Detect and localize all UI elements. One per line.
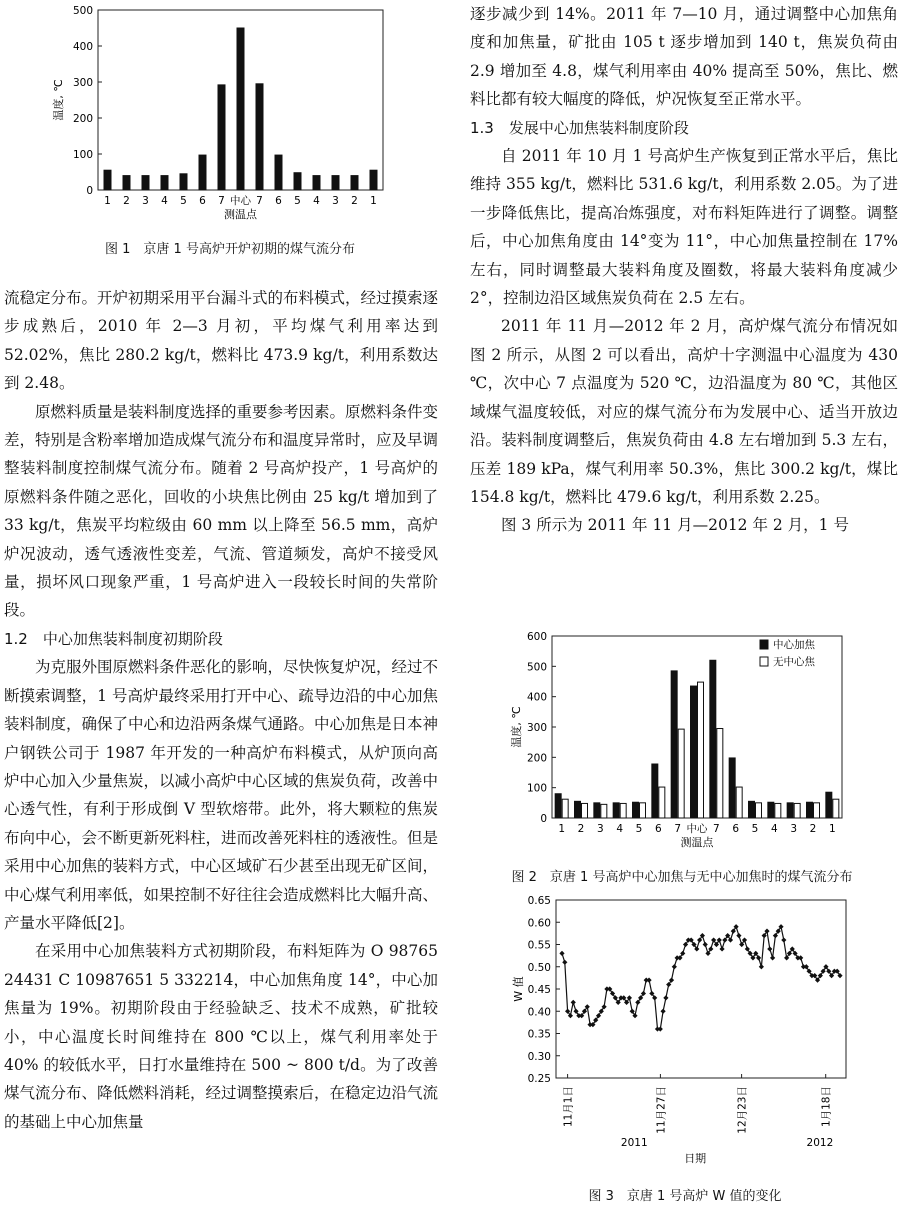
bar	[104, 170, 111, 190]
y-tick-label: 400	[72, 41, 93, 53]
bar	[710, 660, 716, 818]
bar	[256, 84, 263, 190]
data-point	[736, 933, 741, 938]
bar	[691, 686, 697, 818]
y-tick-label: 300	[72, 77, 93, 89]
x-axis-label: 测温点	[680, 836, 714, 849]
y-axis-label: 温度, ℃	[510, 706, 523, 748]
bar	[749, 801, 755, 818]
section-heading: 1.2 中心加焦装料制度初期阶段	[4, 629, 223, 648]
x-tick-label: 6	[199, 195, 206, 207]
paragraph: 为克服外围原燃料条件恶化的影响，尽快恢复炉况，经过不断摸索调整，1 号高炉最终采用打开中心、疏导边沿的中心加焦装料制度，确保了中心和边沿两条煤气通路。中心加焦是日本神户钢铁公司于 1987 年开发的一种高炉布料模式，从炉顶向高炉中心加入少量焦炭，以减小高炉中心区域的焦炭负荷，改善中心透气性，有利于形成倒 V 型软熔带。此外，将大颗粒的焦炭布向中心，会不断更新死料柱，进而改善死料柱的透液性。但是采用中心加焦的装料方式，中心区域矿石少甚至出现无矿区间，中心煤气利用率低，如果控制不好往往会造成燃料比大幅升高、产量水平降低[2]。	[4, 658, 439, 932]
x-tick-label: 7	[674, 823, 682, 835]
paragraph: 2011 年 11 月—2012 年 2 月，高炉煤气流分布情况如图 2 所示，从图 2 可以看出，高炉十字测温中心温度为 430 ℃，次中心 7 点温度为 520 ℃，边沿温度为 80 ℃，其他区域煤气温度较低，对应的煤气流分布为发展中心、适当开放边沿。装料制度调整后，焦炭负荷由 4.8 左右增加到 5.3 左右，压差 189 kPa，煤气利用率 50.3%，焦比 300.2 kg/t，煤比 154.8 kg/t，燃料比 479.6 kg/t，利用系数 2.25。	[470, 317, 898, 506]
data-point	[767, 946, 772, 951]
y-tick-label: 500	[526, 661, 547, 674]
figure-3-chart	[508, 890, 868, 1180]
y-tick-label: 0.50	[527, 961, 551, 974]
year-label: 2012	[806, 1137, 834, 1149]
bar	[633, 802, 639, 818]
bar	[275, 155, 282, 190]
bar	[555, 794, 561, 818]
x-tick-label: 6	[275, 195, 282, 207]
bar	[161, 176, 168, 190]
y-tick-label: 0.60	[527, 917, 551, 930]
x-tick-label: 11月27日	[655, 1086, 668, 1134]
bar	[652, 764, 658, 818]
bar	[313, 176, 320, 190]
data-point	[571, 1000, 576, 1005]
data-point	[756, 955, 761, 960]
bar	[237, 28, 244, 190]
bar	[768, 802, 774, 818]
data-point	[646, 978, 651, 983]
bar	[814, 803, 820, 818]
y-axis-label: 温度, ℃	[52, 79, 65, 121]
series-line	[562, 927, 840, 1029]
year-label: 2011	[620, 1137, 648, 1149]
y-tick-label: 0.45	[527, 984, 551, 996]
y-tick-label: 100	[72, 149, 93, 161]
y-tick-label: 0.35	[527, 1028, 551, 1041]
x-tick-label: 12月23日	[736, 1086, 749, 1134]
paragraph: 自 2011 年 10 月 1 号高炉生产恢复到正常水平后，焦比维持 355 kg/t，燃料比 531.6 kg/t，利用系数 2.05。为了进一步降低焦比，提高冶炼强度，对布料矩阵进行了调整。调整后，中心加焦角度由 14°变为 11°，中心加焦量控制在 17% 左右，同时调整最大装料角度及圈数，将最大装料角度减少 2°，控制边沿区域焦炭负荷在 2.5 左右。	[470, 147, 898, 308]
legend-label: 中心加焦	[773, 639, 815, 651]
x-tick-label: 1	[370, 195, 377, 207]
bar	[582, 803, 588, 818]
data-point	[770, 955, 775, 960]
paragraph: 流稳定分布。开炉初期采用平台漏斗式的布料模式，经过摸索逐步成熟后，2010 年 2—3 月初，平均煤气利用率达到 52.02%，焦比 280.2 kg/t，燃料比 473.9 kg/t，利用系数达到 2.48。	[4, 289, 439, 393]
data-point	[798, 955, 803, 960]
bar	[640, 803, 646, 818]
bar	[833, 799, 839, 818]
y-tick-label: 400	[526, 691, 547, 704]
bar	[729, 758, 735, 818]
bar	[294, 173, 301, 190]
x-tick-label: 3	[596, 823, 604, 835]
x-tick-label: 4	[770, 823, 778, 835]
y-tick-label: 0.55	[527, 939, 551, 952]
bar	[613, 803, 619, 818]
data-point	[781, 937, 786, 942]
figure-2-chart	[510, 628, 860, 860]
x-tick-label: 1月18日	[820, 1086, 833, 1128]
bar	[601, 804, 607, 818]
y-axis-label: W 值	[512, 976, 525, 1002]
y-tick-label: 100	[526, 782, 547, 795]
x-tick-label: 11月1日	[562, 1086, 575, 1128]
paragraph: 图 3 所示为 2011 年 11 月—2012 年 2 月，1 号	[501, 516, 849, 535]
y-tick-label: 0	[86, 185, 93, 197]
bar	[775, 803, 781, 818]
bar	[199, 155, 206, 190]
plot-frame	[556, 900, 846, 1078]
legend-label: 无中心焦	[773, 656, 815, 668]
x-tick-label: 6	[654, 823, 662, 835]
data-point	[672, 964, 677, 969]
y-tick-label: 200	[72, 113, 93, 125]
bar	[218, 85, 225, 190]
x-tick-label: 3	[332, 195, 339, 207]
x-tick-label: 5	[635, 823, 643, 835]
bar	[620, 803, 626, 818]
x-tick-label: 3	[790, 823, 798, 835]
bar	[826, 792, 832, 818]
data-point	[759, 964, 764, 969]
bar	[142, 176, 149, 190]
data-point	[660, 1009, 665, 1014]
data-point	[663, 995, 668, 1000]
x-tick-label: 5	[180, 195, 187, 207]
figure-2-caption: 图 2 京唐 1 号高炉中心加焦与无中心加焦时的煤气流分布	[511, 870, 853, 885]
bar	[123, 176, 130, 190]
x-tick-label: 5	[294, 195, 301, 207]
paragraph: 在采用中心加焦装料方式初期阶段，布料矩阵为 O 98765 24431 C 10987651 5 332214，中心加焦角度 14°，中心加焦量为 19%。初期阶段由于经验缺乏、技术不成熟，矿批较小，中心温度长时间维持在 800 ℃以上，煤气利用率处于 40% 的较低水平，日打水量维持在 500 ~ 800 t/d。为了改善煤气流分布、降低燃料消耗，经过调整摸索后，在稳定边沿气流的基础上中心加焦量	[4, 942, 439, 1131]
figure-3-caption: 图 3 京唐 1 号高炉 W 值的变化	[588, 1189, 782, 1204]
x-tick-label: 1	[104, 195, 111, 207]
x-tick-label: 2	[577, 823, 585, 835]
bar	[717, 729, 723, 818]
left-column	[4, 284, 438, 1136]
paragraph: 逐步减少到 14%。2011 年 7—10 月，通过调整中心加焦角度和加焦量，矿批由 105 t 逐步增加到 140 t，焦炭负荷由 2.9 增加至 4.8，煤气利用率由 40% 提高至 50%，焦比、燃料比都有较大幅度的降低，炉况恢复至正常水平。	[470, 5, 898, 109]
x-tick-label: 4	[161, 195, 168, 207]
x-tick-label: 5	[751, 823, 759, 835]
figure-2	[510, 628, 860, 858]
figure-1-caption: 图 1 京唐 1 号高炉开炉初期的煤气流分布	[105, 242, 355, 257]
x-tick-label: 6	[732, 823, 740, 835]
x-axis-label: 测温点	[224, 208, 257, 221]
data-point	[703, 942, 708, 947]
data-point	[812, 973, 817, 978]
y-tick-label: 0.25	[527, 1073, 551, 1085]
x-tick-label: 2	[809, 823, 817, 835]
figure-1	[50, 0, 390, 240]
y-tick-label: 0.65	[527, 895, 551, 907]
x-tick-label: 4	[616, 823, 624, 835]
data-point	[562, 960, 567, 965]
x-tick-label: 7	[712, 823, 720, 835]
x-tick-label: 1	[828, 823, 836, 835]
data-point	[677, 955, 682, 960]
data-point	[658, 1026, 663, 1031]
data-point	[607, 986, 612, 991]
data-point	[705, 951, 710, 956]
bar	[794, 803, 800, 818]
bar	[678, 729, 684, 818]
x-tick-label: 4	[313, 195, 320, 207]
y-tick-label: 600	[526, 631, 547, 643]
bar	[736, 787, 742, 818]
x-tick-label: 2	[123, 195, 130, 207]
bar	[787, 803, 793, 818]
paragraph: 原燃料质量是装料制度选择的重要参考因素。原燃料条件变差，特别是含粉率增加造成煤气流分布和温度异常时，应及早调整装料制度控制煤气流分布。随着 2 号高炉投产，1 号高炉的原燃料条件随之恶化，回收的小块焦比例由 25 kg/t 增加到了 33 kg/t，焦炭平均粒级由 60 mm 以上降至 56.5 mm，高炉炉况波动，透气透液性变差，气流、管道频发，高炉不接受风量，损坏风口现象严重，1 号高炉进入一段较长时间的失常阶段。	[4, 402, 439, 620]
x-tick-label: 7	[256, 195, 263, 207]
bar	[659, 787, 665, 818]
bar	[698, 682, 704, 818]
bar	[370, 170, 377, 190]
bar	[671, 671, 677, 818]
bar	[562, 799, 568, 818]
bar	[575, 801, 581, 818]
x-tick-label: 3	[142, 195, 149, 207]
x-tick-label: 7	[218, 195, 225, 207]
bar	[756, 803, 762, 818]
figure-3	[508, 890, 868, 1180]
legend-swatch	[760, 657, 768, 666]
data-point	[719, 946, 724, 951]
section-heading: 1.3 发展中心加焦装料制度阶段	[470, 118, 689, 137]
y-tick-label: 500	[72, 5, 93, 17]
y-tick-label: 0	[540, 813, 547, 825]
bar	[594, 803, 600, 818]
bar	[332, 176, 339, 190]
data-point	[559, 951, 564, 956]
y-tick-label: 200	[526, 752, 547, 765]
bar	[807, 802, 813, 818]
bar	[351, 176, 358, 190]
bar	[180, 174, 187, 190]
x-tick-label: 1	[558, 823, 566, 835]
y-tick-label: 300	[526, 722, 547, 734]
y-tick-label: 0.30	[527, 1050, 551, 1063]
right-column	[470, 0, 898, 540]
x-tick-label: 中心	[230, 195, 251, 207]
x-axis-label: 日期	[684, 1152, 707, 1165]
legend-swatch	[760, 640, 768, 649]
x-tick-label: 中心	[686, 823, 708, 835]
x-tick-label: 2	[351, 195, 358, 207]
y-tick-label: 0.40	[527, 1006, 551, 1019]
figure-1-chart	[50, 0, 390, 228]
